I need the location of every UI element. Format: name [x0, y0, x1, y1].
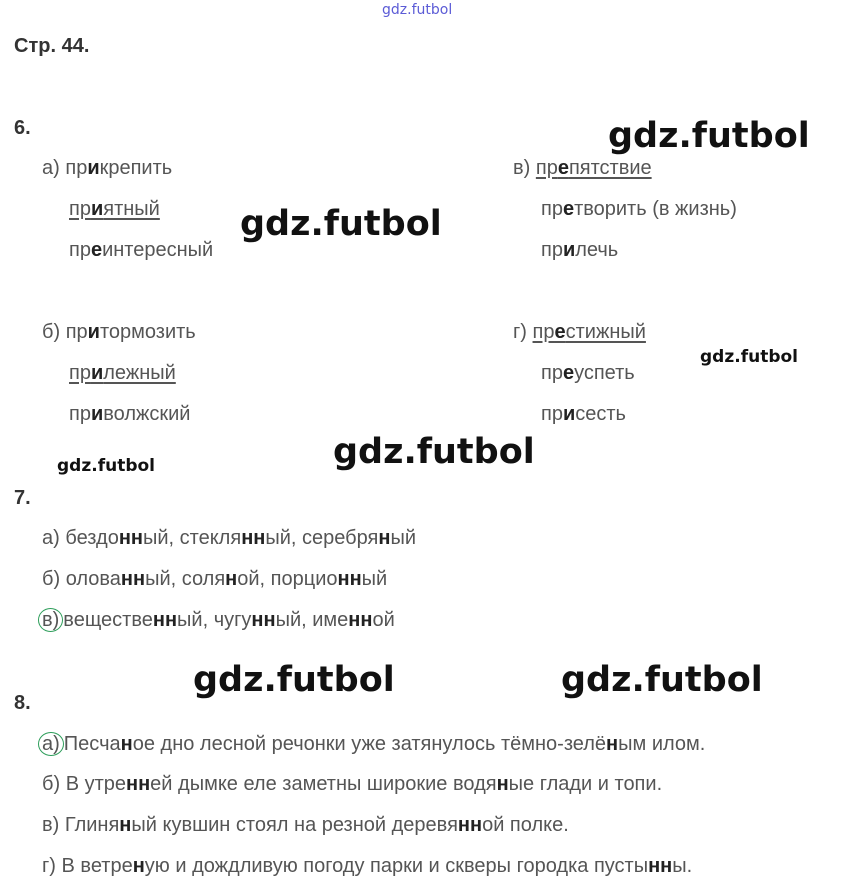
word-underlined: препятствие [535, 157, 652, 179]
ex7-a-line: а) бездонный, стеклянный, серебряный [42, 527, 416, 549]
ex6-g-line3: присесть [541, 403, 626, 425]
word-underlined: прилежный [69, 362, 176, 384]
ex8-g-line: г) В ветреную и дождливую погоду парки и скверы городка пустынны. [42, 855, 693, 877]
answer-circle: в) [38, 608, 63, 632]
ex6-b-line3: приволжский [69, 403, 191, 425]
ex6-a-line1 [42, 157, 172, 180]
watermark: gdz.futbol [561, 660, 763, 700]
ex6-g-marker: г) [513, 321, 527, 343]
ex6-g-line1 [513, 321, 646, 344]
ex7-b-line: б) олованный, соляной, порционный [42, 568, 388, 590]
ex8-a-line: а) Песчаное дно лесной речонки уже затянулось тёмно-зелёным илом. [38, 732, 705, 756]
ex6-v-line3: прилечь [541, 239, 619, 261]
exercise-7-number: 7. [14, 487, 31, 509]
ex6-v-line1 [513, 157, 652, 180]
ex6-a-line2 [69, 198, 160, 221]
word-underlined: приятный [69, 198, 160, 220]
word: притормозить [65, 321, 196, 343]
ex6-v-line2: претворить (в жизнь) [541, 198, 737, 220]
watermark: gdz.futbol [57, 456, 155, 476]
watermark: gdz.futbol [700, 347, 798, 367]
word: прикрепить [65, 157, 173, 179]
exercise-6-number: 6. [14, 117, 31, 139]
ex6-b-line2 [69, 362, 176, 385]
watermark: gdz.futbol [240, 204, 442, 244]
ex6-v-marker: в) [513, 157, 531, 179]
watermark: gdz.futbol [193, 660, 395, 700]
ex8-v-line: в) Глиняный кувшин стоял на резной деревянной полке. [42, 814, 569, 836]
ex6-a-line3: преинтересный [69, 239, 214, 261]
watermark: gdz.futbol [608, 116, 810, 156]
ex7-v-line: в) вещественный, чугунный, именной [38, 608, 395, 632]
ex6-b-line1 [42, 321, 196, 344]
watermark: gdz.futbol [382, 2, 453, 18]
ex6-b-marker: б) [42, 321, 61, 343]
ex8-b-line: б) В утренней дымке еле заметны широкие водяные глади и топи. [42, 773, 663, 795]
exercise-8-number: 8. [14, 692, 31, 714]
ex6-a-marker: а) [42, 157, 60, 179]
answer-circle: а) [38, 732, 64, 756]
word-underlined: престижный [532, 321, 646, 343]
watermark: gdz.futbol [333, 432, 535, 472]
page-heading: Стр. 44. [14, 35, 90, 57]
ex6-g-line2: преуспеть [541, 362, 635, 384]
